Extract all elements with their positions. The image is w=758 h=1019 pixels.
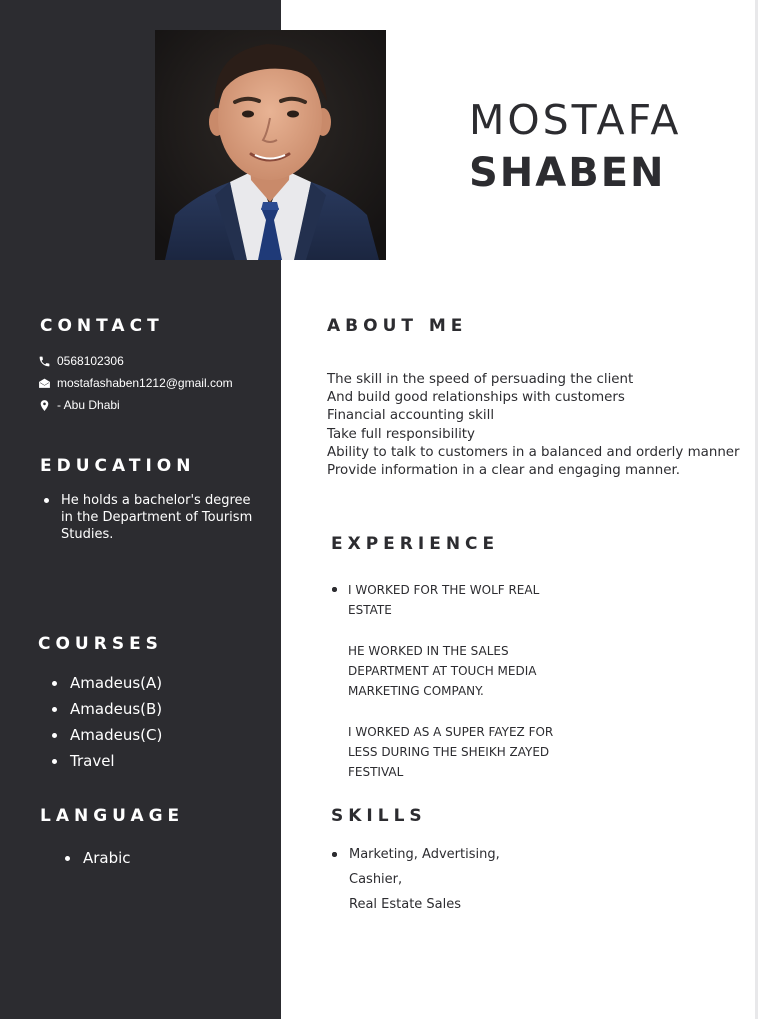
experience-item: I WORKED FOR THE WOLF REAL ESTATE	[332, 580, 572, 620]
experience-item: I WORKED AS A SUPER FAYEZ FOR LESS DURING THE SHEIKH ZAYED FESTIVAL	[332, 722, 572, 782]
course-item: Amadeus(C)	[52, 722, 162, 748]
language-heading: LANGUAGE	[40, 806, 185, 826]
skill-item: Real Estate Sales	[332, 892, 500, 917]
experience-heading: EXPERIENCE	[331, 534, 500, 554]
experience-list	[332, 580, 572, 803]
portrait-image	[155, 30, 386, 260]
courses-list	[52, 670, 162, 774]
education-item: He holds a bachelor's degree in the Department of Tourism Studies.	[44, 492, 264, 543]
about-line: Provide information in a clear and engaging manner.	[327, 463, 680, 479]
phone-number[interactable]: 0568102306	[57, 354, 124, 368]
contact-email-row	[38, 376, 233, 390]
course-item: Amadeus(B)	[52, 696, 162, 722]
experience-item: HE WORKED IN THE SALES DEPARTMENT AT TOUCH MEDIA MARKETING COMPANY.	[332, 641, 572, 701]
location-text: - Abu Dhabi	[57, 398, 120, 412]
skill-item: Cashier,	[332, 867, 500, 892]
education-heading: EDUCATION	[40, 456, 196, 476]
about-line: And build good relationships with customers	[327, 390, 625, 406]
about-line: Ability to talk to customers in a balanced and orderly manner	[327, 444, 740, 460]
phone-icon	[38, 355, 51, 368]
about-line: Take full responsibility	[327, 426, 475, 442]
contact-phone-row	[38, 354, 124, 368]
about-line: The skill in the speed of persuading the client	[327, 372, 634, 387]
skills-list	[332, 842, 500, 917]
course-item: Travel	[52, 748, 162, 774]
map-pin-icon	[38, 399, 51, 412]
education-list	[44, 492, 264, 543]
email-address[interactable]: mostafashaben1212@gmail.com	[57, 376, 233, 390]
skills-heading: SKILLS	[331, 806, 427, 826]
contact-heading: CONTACT	[40, 316, 164, 336]
about-line: Financial accounting skill	[327, 408, 495, 424]
language-list	[65, 847, 131, 869]
about-heading: ABOUT ME	[327, 316, 468, 336]
language-item: Arabic	[65, 847, 131, 869]
skill-item: Marketing, Advertising,	[332, 842, 500, 867]
course-item: Amadeus(A)	[52, 670, 162, 696]
about-text	[327, 371, 740, 480]
contact-location-row	[38, 398, 120, 412]
courses-heading: COURSES	[38, 634, 163, 654]
first-name: MOSTAFA	[469, 96, 682, 144]
envelope-icon	[38, 377, 51, 390]
profile-photo	[155, 30, 386, 260]
last-name: SHABEN	[469, 150, 666, 196]
